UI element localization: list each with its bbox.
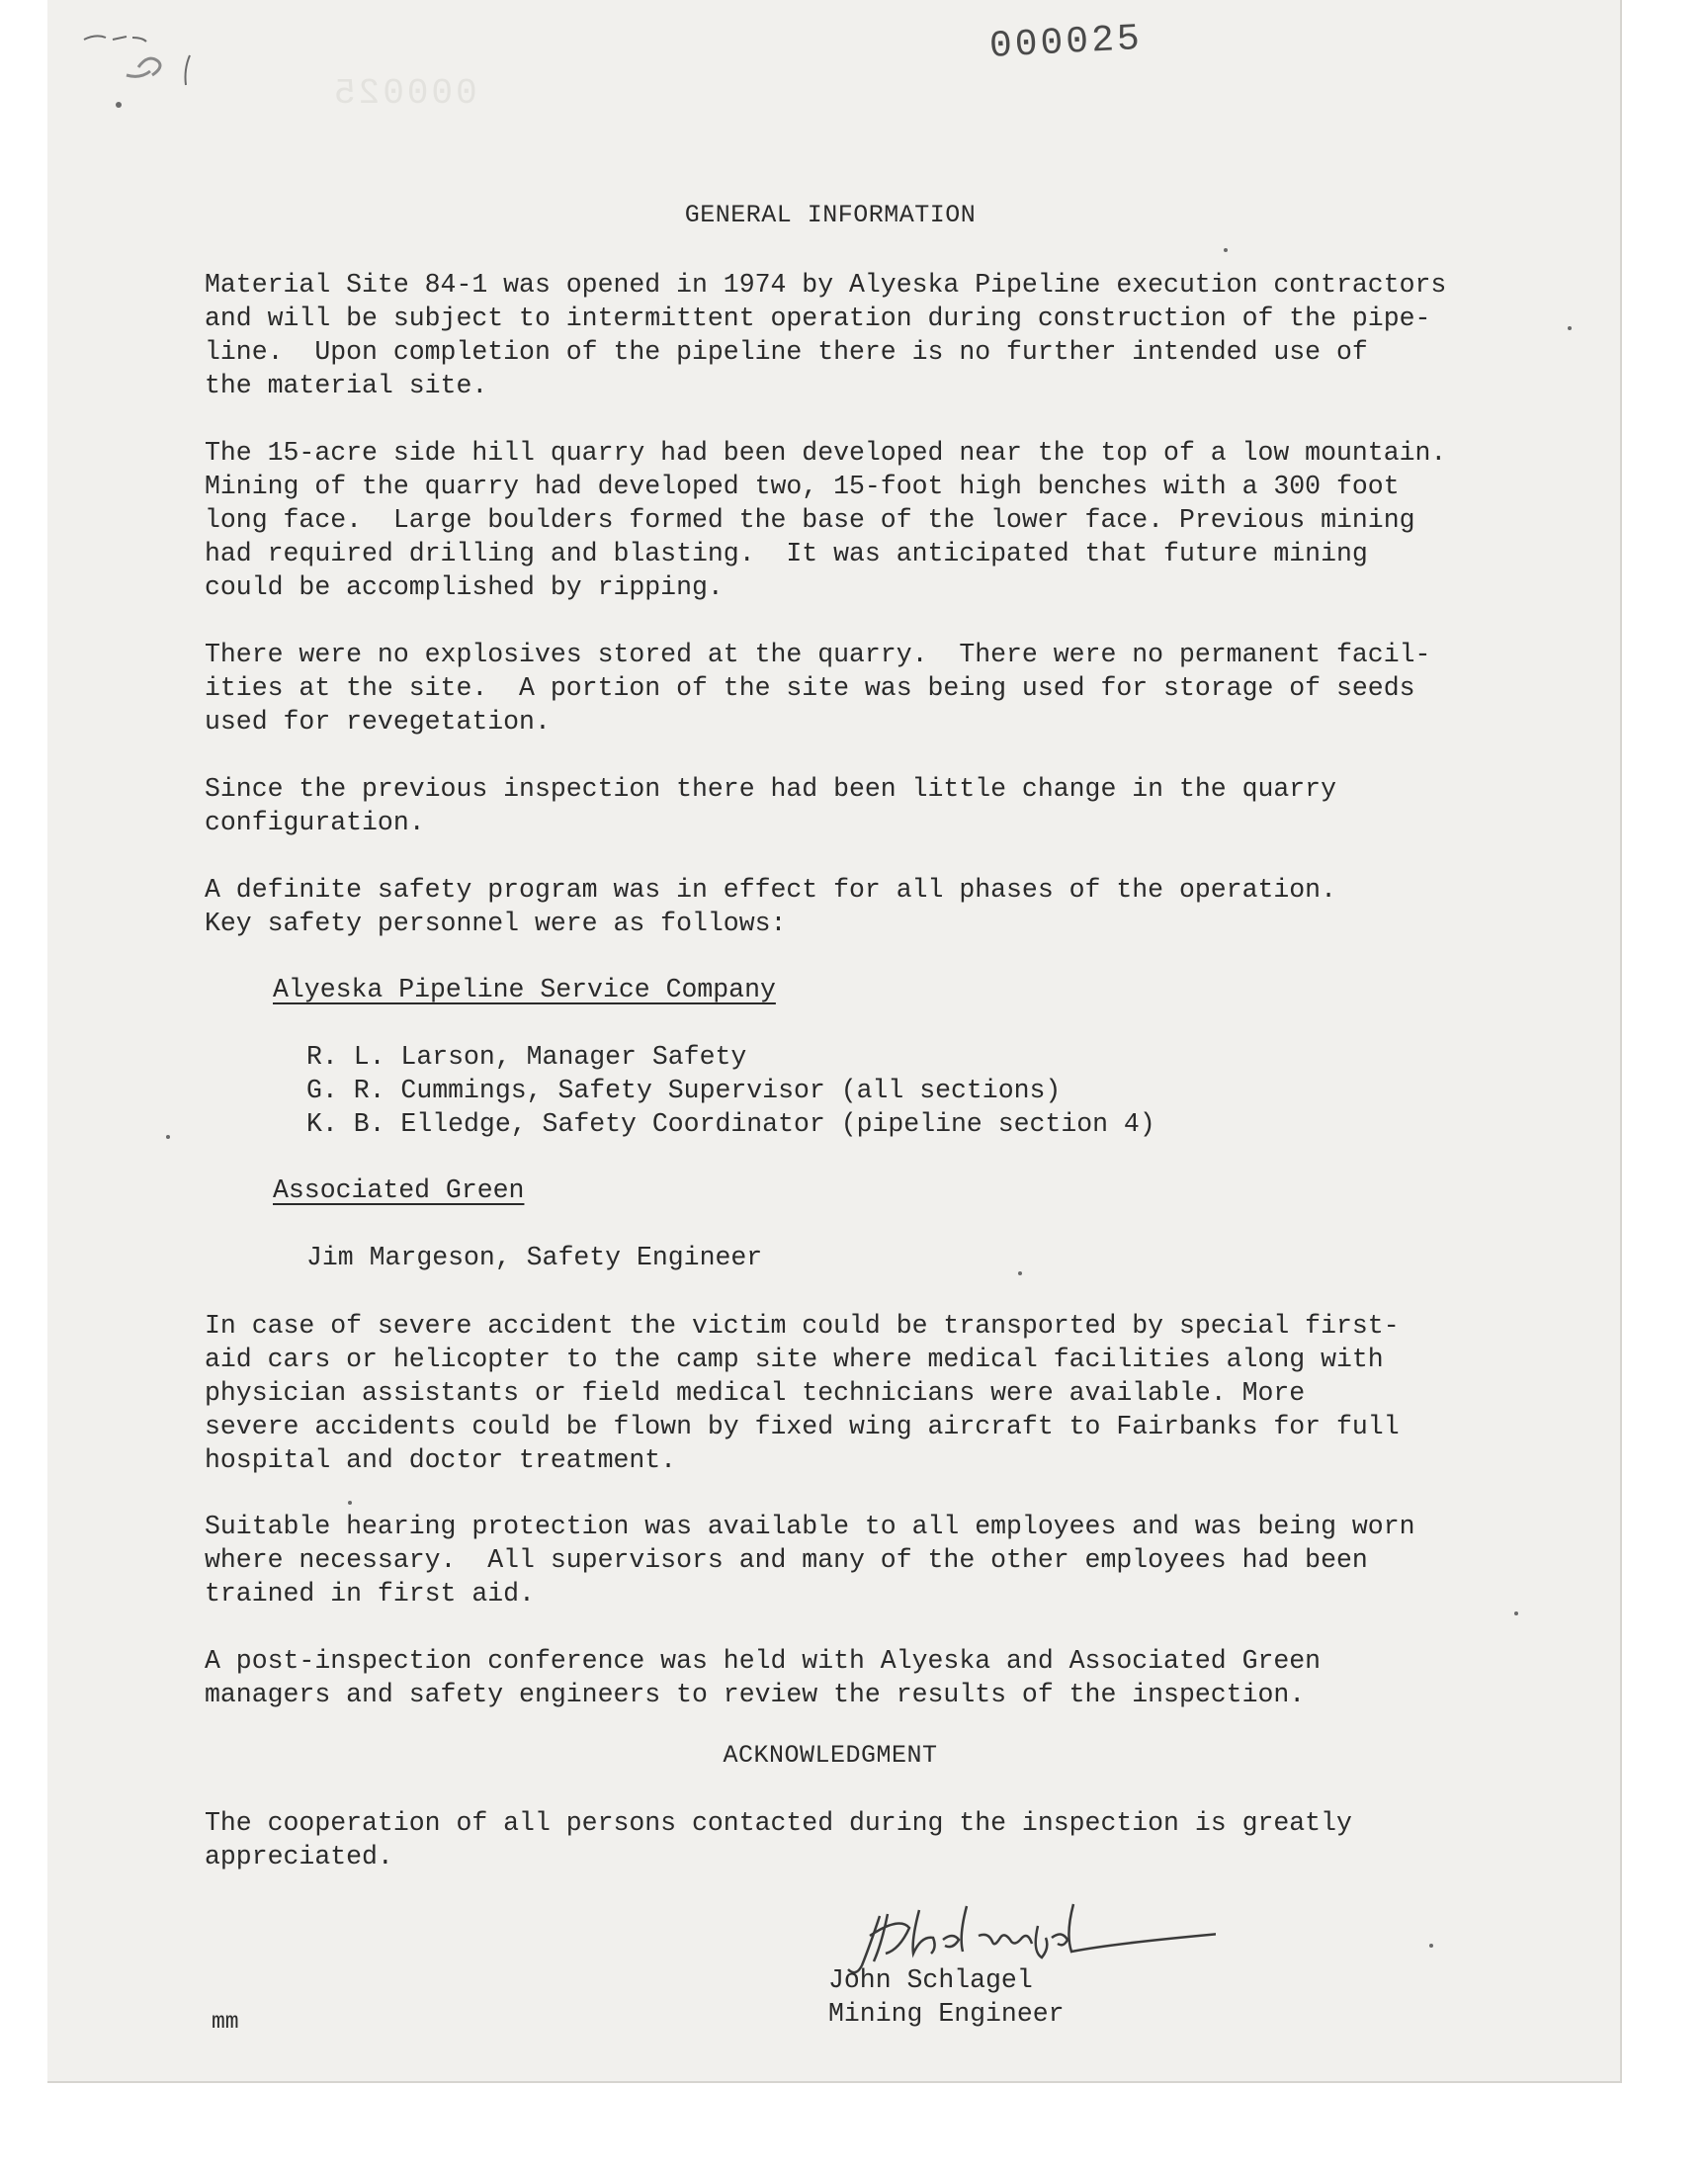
personnel-list: Jim Margeson, Safety Engineer [306,1243,763,1272]
organization-heading: Associated Green [273,1175,525,1205]
signer-title: Mining Engineer [828,1999,1065,2029]
paragraph-previous-inspection: Since the previous inspection there had been little change in the quarry configuration. [205,774,1336,837]
paragraph-accident-transport: In case of severe accident the victim could be transported by special first- aid cars or helicopter to the camp site where medical facilities along with physician assistants or field medical technicians were available. More severe accidents could be flown by fixed wing aircraft to Fairbanks for full hospital and doctor treatment. [205,1311,1400,1475]
acknowledgment-text: The cooperation of all persons contacted during the inspection is greatly appreciated. [205,1808,1352,1871]
paragraph-hearing-protection: Suitable hearing protection was available to all employees and was being worn where necessary. All supervisors and many of the other employees had been trained in first aid. [205,1512,1415,1609]
signer-name: John Schlagel [828,1965,1033,1995]
corner-scribble-mark [79,28,208,117]
paragraph-explosives: There were no explosives stored at the quarry. There were no permanent facil- ities at the site. A portion of the site was being used for storage of seeds used for revegetation. [205,640,1431,737]
signature-block [828,1963,1065,2031]
organization-heading: Alyeska Pipeline Service Company [273,975,776,1004]
typist-initials: mm [212,2009,239,2035]
paragraph-quarry-description: The 15-acre side hill quarry had been developed near the top of a low mountain. Mining of the quarry had developed two, 15-foot high benches with a 300 foot long face. Large boulders formed the base of the lower face. Previous mining had required drilling and blasting. It was anticipated that future mining could be accomplished by ripping. [205,438,1447,602]
bleed-through-number: 000025 [331,73,477,114]
paragraph-safety-program: A definite safety program was in effect for all phases of the operation. Key safety personnel were as follows: [205,875,1336,938]
personnel-list: R. L. Larson, Manager Safety G. R. Cummings, Safety Supervisor (all sections) K. B. Elledge, Safety Coordinator (pipeline section 4) [306,1042,1155,1139]
acknowledgment-heading: ACKNOWLEDGMENT [723,1741,938,1770]
paragraph-post-inspection: A post-inspection conference was held with Alyeska and Associated Green managers and safety engineers to review the results of the inspection. [205,1646,1322,1709]
page-heading: GENERAL INFORMATION [684,201,977,229]
paragraph-site-opening: Material Site 84-1 was opened in 1974 by Alyeska Pipeline execution contractors and will be subject to intermittent operation during construction of the pipe- line. Upon completion of the pipeline there is no further intended use of the material site. [205,270,1447,400]
document-number: 000025 [988,17,1144,68]
